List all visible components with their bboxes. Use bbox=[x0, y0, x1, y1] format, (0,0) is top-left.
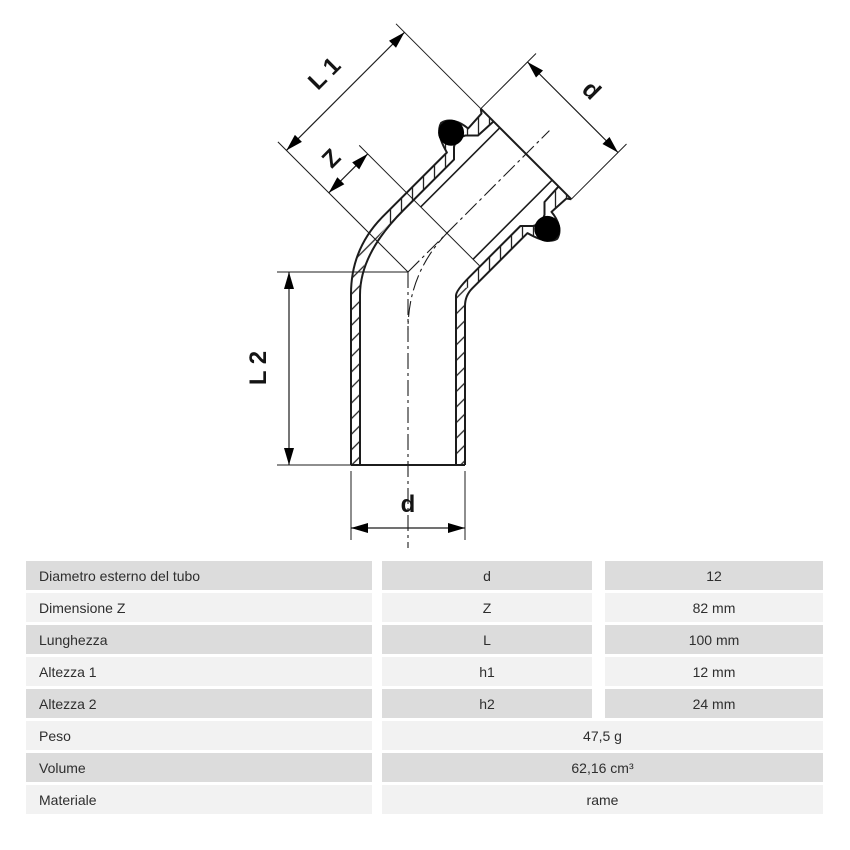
spec-label: Altezza 2 bbox=[26, 689, 372, 718]
spec-label: Volume bbox=[26, 753, 372, 782]
table-row bbox=[26, 753, 823, 782]
dim-label-d-upper: d bbox=[576, 75, 607, 106]
spec-symbol: L bbox=[382, 625, 592, 654]
table-row bbox=[26, 625, 823, 654]
spec-value: 12 bbox=[605, 561, 823, 590]
table-row bbox=[26, 561, 823, 590]
spec-symbol: h2 bbox=[382, 689, 592, 718]
table-row bbox=[26, 593, 823, 622]
table-row bbox=[26, 785, 823, 814]
spec-label: Diametro esterno del tubo bbox=[26, 561, 372, 590]
table-row bbox=[26, 689, 823, 718]
spec-value: rame bbox=[382, 785, 823, 814]
dim-line-l1 bbox=[286, 32, 404, 150]
o-ring-upper bbox=[438, 120, 464, 146]
dim-label-d-lower: d bbox=[400, 491, 416, 518]
table-row bbox=[26, 721, 823, 750]
dimension-arrows bbox=[284, 32, 618, 533]
spec-value: 24 mm bbox=[605, 689, 823, 718]
spec-value: 100 mm bbox=[605, 625, 823, 654]
spec-symbol: h1 bbox=[382, 657, 592, 686]
spec-label: Peso bbox=[26, 721, 372, 750]
dim-label-l2: L 2 bbox=[245, 350, 272, 386]
dim-line-d-upper bbox=[528, 62, 619, 153]
o-ring-lower bbox=[534, 216, 560, 242]
centerlines bbox=[408, 131, 549, 548]
spec-label: Altezza 1 bbox=[26, 657, 372, 686]
spec-value: 47,5 g bbox=[382, 721, 823, 750]
dimension-lines bbox=[286, 32, 618, 528]
spec-value: 62,16 cm³ bbox=[382, 753, 823, 782]
dim-label-l1: L 1 bbox=[303, 52, 347, 96]
spec-value: 12 mm bbox=[605, 657, 823, 686]
spec-symbol: Z bbox=[382, 593, 592, 622]
dim-label-z: Z bbox=[316, 143, 347, 174]
spec-label: Materiale bbox=[26, 785, 372, 814]
spec-value: 82 mm bbox=[605, 593, 823, 622]
spec-label: Dimensione Z bbox=[26, 593, 372, 622]
spec-table bbox=[26, 561, 823, 817]
spec-symbol: d bbox=[382, 561, 592, 590]
table-row bbox=[26, 657, 823, 686]
spec-label: Lunghezza bbox=[26, 625, 372, 654]
extension-lines bbox=[277, 24, 627, 540]
